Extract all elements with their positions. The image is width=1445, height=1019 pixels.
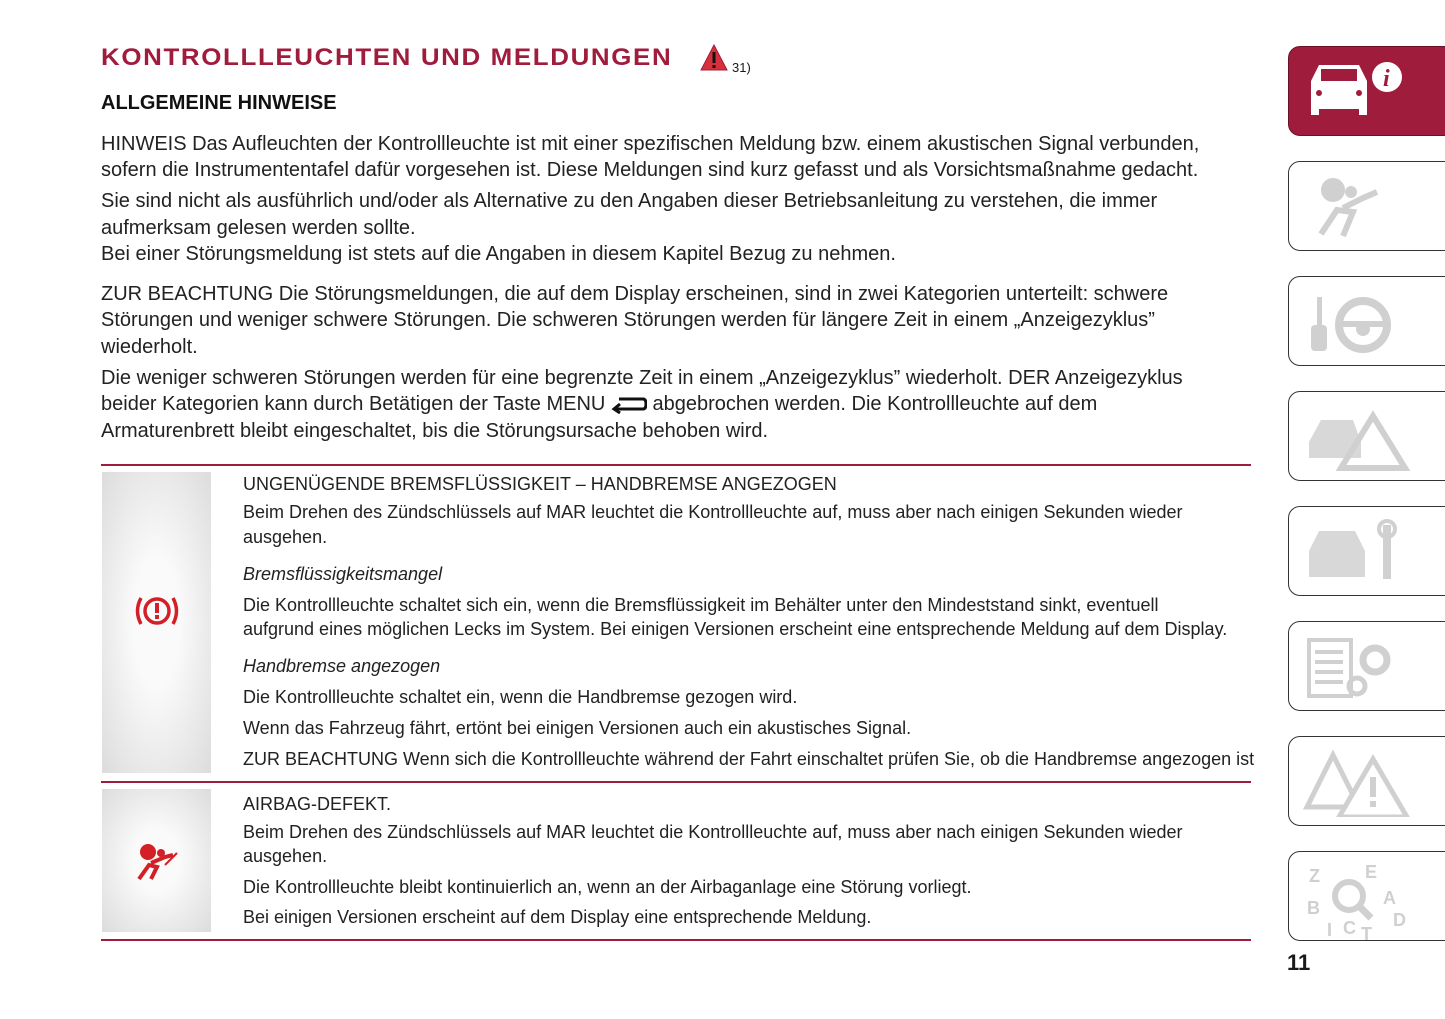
tab-warnings[interactable] <box>1288 736 1445 826</box>
divider <box>101 464 1251 466</box>
warning-triangle-icon <box>700 44 728 72</box>
table-text: ZUR BEACHTUNG Wenn sich die Kontrollleuchte während der Fahrt einschaltet prüfen Sie, ob die Handbremse angezogen ist <box>243 749 1255 769</box>
key-steering-icon <box>1303 287 1393 357</box>
car-wrench-icon <box>1303 517 1413 587</box>
page-number: 11 <box>1287 950 1311 975</box>
tab-technical-data[interactable] <box>1288 621 1445 711</box>
text-line: sofern die Instrumententafel dafür vorgesehen ist. Diese Meldungen sind kurz gefasst und als Vorsichtsmaßnahme gedacht. <box>101 159 1199 181</box>
svg-text:C: C <box>1343 918 1356 938</box>
subheading: ALLGEMEINE HINWEISE <box>101 92 337 114</box>
footnote-ref: 31) <box>732 60 751 75</box>
text: beider Kategorien kann durch Betätigen der Taste MENU <box>101 393 606 415</box>
car-info-icon <box>1303 57 1413 123</box>
section-title: KONTROLLLEUCHTEN UND MELDUNGEN <box>101 44 673 71</box>
table-text: Beim Drehen des Zündschlüssels auf MAR leuchtet die Kontrollleuchte auf, muss aber nach einigen Sekunden wieder <box>243 822 1183 842</box>
svg-text:E: E <box>1365 862 1378 882</box>
text-line: Bei einer Störungsmeldung ist stets auf die Angaben in diesem Kapitel Bezug zu nehmen. <box>101 243 896 265</box>
tab-vehicle-info[interactable] <box>1288 46 1445 136</box>
table-text: Wenn das Fahrzeug fährt, ertönt bei einigen Versionen auch ein akustisches Signal. <box>243 718 912 738</box>
text-line: aufmerksam gelesen werden sollte. <box>101 217 416 239</box>
table-text: aufgrund eines möglichen Lecks im System. Bei einigen Versionen erscheint eine entsprechende Meldung auf dem Display. <box>243 619 1228 639</box>
airbag-icon <box>135 843 181 883</box>
text-line <box>101 391 1097 417</box>
table-text: Die Kontrollleuchte schaltet ein, wenn die Handbremse gezogen wird. <box>243 687 798 707</box>
table-text: Die Kontrollleuchte schaltet sich ein, wenn die Bremsflüssigkeit im Behälter unter den Mindeststand sinkt, eventuell <box>243 595 1159 615</box>
text-line: HINWEIS Das Aufleuchten der Kontrollleuchte ist mit einer spezifischen Meldung bzw. einem akustischen Signal verbunden, <box>101 133 1200 155</box>
brake-warning-icon <box>133 594 181 628</box>
table-heading: AIRBAG-DEFEKT. <box>243 794 392 814</box>
table-text: ausgehen. <box>243 846 328 866</box>
table-subheading: Bremsflüssigkeitsmangel <box>243 564 443 584</box>
document-gear-icon <box>1303 632 1413 702</box>
table-text: Die Kontrollleuchte bleibt kontinuierlich an, wenn an der Airbaganlage eine Störung vorliegt. <box>243 877 972 897</box>
text-line: Sie sind nicht als ausführlich und/oder als Alternative zu den Angaben dieser Betriebsanleitung zu verstehen, die immer <box>101 190 1158 212</box>
tab-emergency[interactable] <box>1288 391 1445 481</box>
car-accident-icon <box>1303 402 1413 472</box>
divider <box>101 939 1251 941</box>
back-arrow-icon <box>611 396 647 414</box>
svg-text:Z: Z <box>1309 866 1320 886</box>
text: abgebrochen werden. Die Kontrollleuchte auf dem <box>652 393 1098 415</box>
table-subheading: Handbremse angezogen <box>243 656 441 676</box>
svg-text:D: D <box>1393 910 1406 930</box>
tab-safety[interactable] <box>1288 161 1445 251</box>
tab-starting-driving[interactable] <box>1288 276 1445 366</box>
table-heading: UNGENÜGENDE BREMSFLÜSSIGKEIT – HANDBREMSE ANGEZOGEN <box>243 474 837 494</box>
text-line: ZUR BEACHTUNG Die Störungsmeldungen, die auf dem Display erscheinen, sind in zwei Kategorien unterteilt: schwere <box>101 283 1169 305</box>
table-text: Beim Drehen des Zündschlüssels auf MAR leuchtet die Kontrollleuchte auf, muss aber nach einigen Sekunden wieder <box>243 502 1183 522</box>
tab-maintenance[interactable] <box>1288 506 1445 596</box>
table-text: Bei einigen Versionen erscheint auf dem Display eine entsprechende Meldung. <box>243 907 872 927</box>
text-line: Armaturenbrett bleibt eingeschaltet, bis die Störungsursache behoben wird. <box>101 420 769 442</box>
tab-index[interactable] <box>1288 851 1445 941</box>
icon-cell <box>102 789 211 932</box>
index-search-icon <box>1303 862 1413 942</box>
text-line: wiederholt. <box>101 336 198 358</box>
airbag-seat-icon <box>1303 172 1393 242</box>
table-text: ausgehen. <box>243 527 328 547</box>
svg-text:I: I <box>1327 920 1333 940</box>
svg-text:i: i <box>1383 66 1390 92</box>
text-line: Die weniger schweren Störungen werden für eine begrenzte Zeit in einem „Anzeigezyklus” wiederholt. DER Anzeigezyklus <box>101 367 1183 389</box>
text-line: Störungen und weniger schwere Störungen. Die schweren Störungen werden für längere Zeit in einem „Anzeigezyklus” <box>101 309 1155 331</box>
warning-triangles-icon <box>1303 747 1413 817</box>
divider <box>101 781 1251 783</box>
svg-text:T: T <box>1361 924 1372 942</box>
svg-text:B: B <box>1307 898 1320 918</box>
icon-cell <box>102 472 211 773</box>
svg-text:A: A <box>1383 888 1396 908</box>
